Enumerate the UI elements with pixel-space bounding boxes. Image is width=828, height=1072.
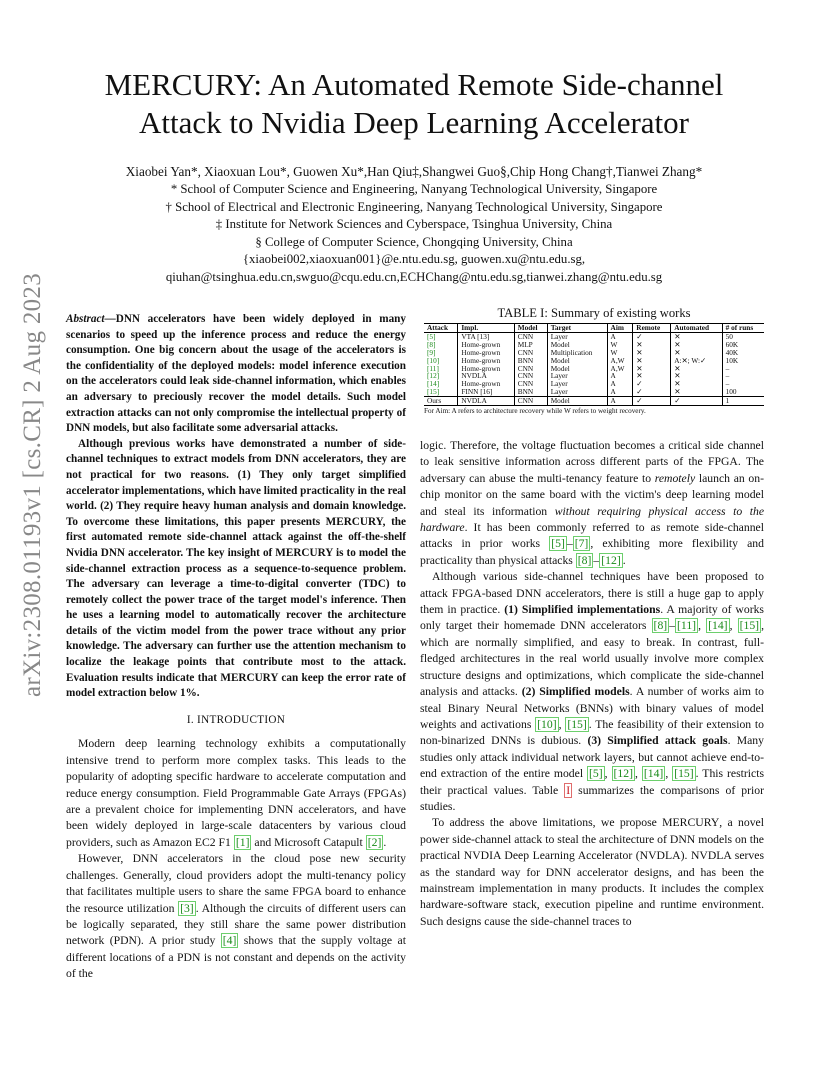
- citation-link[interactable]: [15]: [567, 717, 587, 731]
- table-cell: ✓: [633, 332, 671, 340]
- table-cell: CNN: [514, 365, 547, 373]
- summary-table-block: [424, 306, 764, 415]
- table-cell: 100: [722, 388, 764, 396]
- table-cell[interactable]: [12]: [427, 371, 440, 381]
- section-heading: I. INTRODUCTION: [186, 713, 286, 726]
- table-cell[interactable]: [8]: [427, 339, 436, 349]
- table-header: Target: [547, 324, 607, 333]
- table-cell: Layer: [547, 372, 607, 380]
- table-cell: 60K: [722, 341, 764, 349]
- table-cell: FINN [16]: [458, 388, 514, 396]
- citation-link[interactable]: [5]: [589, 767, 603, 781]
- body-paragraph: To address the above limitations, we propose MERCURY, a novel power side-channel attack to steal the architecture of DNN models on the practical NVDIA Deep Learning Accelerator (NVDLA). NVDLA serves as the standard way for DNN accelerator designs, and has been the mainstream implementation in many products. It includes the complex hardware-software stack, execution pipeline and runtime environment. Such designs cause the side-channel traces to: [420, 816, 764, 928]
- title-line-1: MERCURY: An Automated Remote Side-channel: [104, 67, 724, 102]
- arxiv-stamp: arXiv:2308.01193v1 [cs.CR] 2 Aug 2023: [19, 272, 47, 698]
- table-cell[interactable]: [14]: [427, 379, 440, 389]
- right-column: [420, 438, 764, 930]
- table-cell: CNN: [514, 372, 547, 380]
- table-cell: NVDLA: [458, 397, 514, 406]
- table-footnote: For Aim: A refers to architecture recovery while W refers to weight recovery.: [424, 407, 646, 416]
- table-cell: –: [722, 372, 764, 380]
- table-cell[interactable]: [9]: [427, 347, 436, 357]
- citation-link[interactable]: [5]: [551, 537, 565, 551]
- citation-link[interactable]: [10]: [537, 717, 557, 731]
- table-row: [424, 397, 764, 406]
- table-cell: 10K: [722, 357, 764, 365]
- table-cell: ✕: [671, 380, 722, 388]
- table-header: Automated: [671, 324, 722, 333]
- table-cell: CNN: [514, 332, 547, 340]
- table-cell: Home-grown: [458, 349, 514, 357]
- table-cell: Multiplication: [547, 349, 607, 357]
- abstract-label: Abstract: [66, 313, 105, 325]
- table-cell: A: [607, 380, 633, 388]
- table-cell: ✓: [671, 397, 722, 406]
- affiliations: [60, 181, 768, 287]
- citation-link[interactable]: [4]: [222, 934, 237, 948]
- body-paragraph: However, DNN accelerators in the cloud pose new security challenges. Generally, cloud providers adopt the multi-tenancy policy that facilitates multiple users to share the same FPGA board to enhance the resource utilization [3] . Although the circuits of different users can be logically separated, they still share the same power distribution network (PDN). A prior study [4] shows that the supply voltage at different locations of a PDN is not constant and depends on the activity of the: [66, 852, 407, 981]
- summary-table: [424, 323, 764, 406]
- table-cell: ✓: [633, 397, 671, 406]
- body-paragraph: Although various side-channel techniques have been proposed to attack FPGA-based DNN accelerators, there is still a huge gap to apply them in practice. (1) Simplified implementations. A majority of works only target their homemade DNN accelerators [8] – [11] , [14] , [15] , which are normally simplified, and easy to break. In contrast, full-fledged architectures in the real world usually involve more complex structure designs and optimizations, which complicate the side-channel analysis and attacks. (2) Simplified models. A number of works aim to steal Binary Neural Networks (BNNs) with binary values of model weights and activations [10] , [15] . The feasibility of their extension to non-binarized DNNs is dubious. (3) Simplified attack goals. Many studies only attack individual network layers, but cannot achieve end-to-end extraction of the entire model [5] , [12] , [14] , [15] . This restricts their practical values. Table I summarizes the comparisons of prior studies.: [420, 570, 765, 813]
- affiliation-line: § College of Computer Science, Chongqing University, China: [255, 234, 573, 249]
- citation-link[interactable]: [12]: [613, 767, 633, 781]
- body-paragraph: Modern deep learning technology exhibits a computationally intensive trend to perform more complex tasks. This leads to the popularity of adopting specific hardware to accelerate computation and reduce energy consumption. Field Programmable Gate Arrays (FPGAs) are a prevalent choice for implementing DNN accelerators, and have been widely deployed in large-scale datacenters by various cloud providers, such as Amazon EC2 F1 [1] and Microsoft Catapult [2] .: [66, 737, 406, 849]
- table-cell: Model: [547, 365, 607, 373]
- body-paragraph: logic. Therefore, the voltage fluctuation becomes a critical side channel to leak sensitive information across different parts of the FPGA. The adversary can abuse the multi-tenancy feature to remotely launch an on-chip monitor on the same board with the victim's deep learning model and steal its information without requiring physical access to the hardware. It has been commonly referred to as remote side-channel attacks in prior works [5] – [7] , exhibiting more flexibility and practicality than physical attacks [8] – [12] .: [420, 439, 765, 567]
- table-cell: ✕: [671, 341, 722, 349]
- table-cell[interactable]: [11]: [427, 363, 439, 373]
- citation-link[interactable]: [1]: [235, 835, 250, 849]
- citation-link[interactable]: [3]: [180, 901, 194, 915]
- table-cell[interactable]: [10]: [427, 355, 440, 365]
- table-cell: ✕: [633, 341, 671, 349]
- citation-link[interactable]: [11]: [677, 619, 697, 633]
- table-cell: ✕: [671, 372, 722, 380]
- table-cell: A: [607, 397, 633, 406]
- abstract-paragraph: Although previous works have demonstrated a number of side-channel techniques to extract models from DNN accelerators, they are not practical for two reasons. (1) They only target simplified accelerator implementations, which have limited practicality in the real world. (2) They require heavy human analysis and domain knowledge. To overcome these limitations, this paper presents MERCURY, the first automated remote side-channel attack against the off-the-shelf Nvidia DNN accelerator. The key insight of MERCURY is to model the side-channel extraction process as a sequence-to-sequence problem. The adversary can leverage a time-to-digital converter (TDC) to remotely collect the power trace of the target model's inference. Then he uses a learning model to automatically recover the architecture details of the victim model from the power trace without any prior knowledge. The adversary can further use the attention mechanism to localize the leakage points that contribute most to the attack. Evaluation results indicate that MERCURY can keep the error rate of model extraction below 1%.: [66, 437, 406, 700]
- table-header: Remote: [633, 324, 671, 333]
- table-header: Aim: [607, 324, 633, 333]
- table-cell: ✕: [633, 349, 671, 357]
- table-cell: ✕: [671, 332, 722, 340]
- table-cell: Home-grown: [458, 380, 514, 388]
- email-line: {xiaobei002,xiaoxuan001}@e.ntu.edu.sg, guowen.xu@ntu.edu.sg,: [242, 252, 586, 267]
- table-cell: Model: [547, 341, 607, 349]
- table-reference-link[interactable]: I: [566, 783, 571, 797]
- author-list: Xiaobei Yan*, Xiaoxuan Lou*, Guowen Xu*,Han Qiu‡,Shangwei Guo§,Chip Hong Chang†,Tianwei Zhang*: [125, 164, 703, 179]
- table-cell: ✕: [671, 365, 722, 373]
- table-cell: ✕: [633, 365, 671, 373]
- table-cell[interactable]: [15]: [427, 387, 440, 397]
- table-header: Model: [514, 324, 547, 333]
- table-cell: A: [607, 372, 633, 380]
- citation-link[interactable]: [7]: [574, 537, 589, 551]
- affiliation-line: ‡ Institute for Network Sciences and Cyberspace, Tsinghua University, China: [215, 217, 613, 232]
- table-cell: ✕: [671, 349, 722, 357]
- table-cell: VTA [13]: [458, 332, 514, 340]
- table-cell: CNN: [514, 349, 547, 357]
- table-cell: Home-grown: [458, 365, 514, 373]
- table-cell: Model: [547, 397, 607, 406]
- table-cell: –: [722, 380, 764, 388]
- table-cell: CNN: [514, 397, 547, 406]
- citation-link[interactable]: [15]: [674, 767, 694, 781]
- table-cell: Home-grown: [458, 341, 514, 349]
- table-caption: TABLE I: Summary of existing works: [497, 306, 691, 320]
- table-cell: Layer: [547, 380, 607, 388]
- email-line: qiuhan@tsinghua.edu.cn,swguo@cqu.edu.cn,ECHChang@ntu.edu.sg,tianwei.zhang@ntu.edu.sg: [165, 269, 663, 284]
- table-cell: A,W: [607, 357, 633, 365]
- citation-link[interactable]: [14]: [643, 767, 664, 781]
- table-cell: Home-grown: [458, 357, 514, 365]
- table-cell[interactable]: [5]: [427, 331, 436, 341]
- citation-link[interactable]: [12]: [601, 553, 621, 567]
- table-cell: W: [607, 349, 633, 357]
- affiliation-line: † School of Electrical and Electronic Engineering, Nanyang Technological University, Singapore: [165, 199, 663, 214]
- table-cell: Ours: [424, 397, 458, 406]
- table-cell: A: [607, 332, 633, 340]
- table-header: Attack: [424, 324, 458, 333]
- table-cell: A,W: [607, 365, 633, 373]
- title-line-2: Attack to Nvidia Deep Learning Accelerator: [138, 105, 689, 140]
- left-column: [66, 312, 406, 983]
- table-header: Impl.: [458, 324, 514, 333]
- citation-link[interactable]: [14]: [708, 619, 728, 633]
- citation-link[interactable]: [8]: [577, 553, 592, 567]
- citation-link[interactable]: [15]: [739, 619, 760, 633]
- table-cell: BNN: [514, 388, 547, 396]
- table-cell: A: [607, 388, 633, 396]
- table-cell: MLP: [514, 341, 547, 349]
- paper-title: [60, 66, 768, 142]
- table-cell: BNN: [514, 357, 547, 365]
- table-cell: Layer: [547, 332, 607, 340]
- table-cell: Layer: [547, 388, 607, 396]
- table-cell: 1: [722, 397, 764, 406]
- table-cell: ✓: [633, 380, 671, 388]
- table-header: # of runs: [722, 324, 764, 333]
- table-cell: ✕: [633, 372, 671, 380]
- table-cell: A:✕; W:✓: [671, 357, 722, 365]
- table-cell: –: [722, 365, 764, 373]
- citation-link[interactable]: [8]: [653, 619, 668, 633]
- table-cell: W: [607, 341, 633, 349]
- table-cell: 50: [722, 332, 764, 340]
- table-cell: ✕: [671, 388, 722, 396]
- abstract-paragraph: Abstract—DNN accelerators have been widely deployed in many scenarios to speed up the inference process and reduce the energy consumption. One big concern about the usage of the accelerators is the confidentiality of the deployed models: model inference execution on the accelerators could leak side-channel information, which enables an adversary to preciously recover the model details. Such model extraction attacks can not only compromise the intellectual property of DNN models, but also facilitate some adversarial attacks.: [66, 313, 406, 435]
- affiliation-line: * School of Computer Science and Engineering, Nanyang Technological University, Singapore: [170, 182, 658, 196]
- table-cell: ✓: [633, 388, 671, 396]
- table-cell: ✕: [633, 357, 671, 365]
- table-cell: 40K: [722, 349, 764, 357]
- table-cell: CNN: [514, 380, 547, 388]
- table-cell: Model: [547, 357, 607, 365]
- citation-link[interactable]: [2]: [367, 835, 382, 849]
- table-cell: NVDLA: [458, 372, 514, 380]
